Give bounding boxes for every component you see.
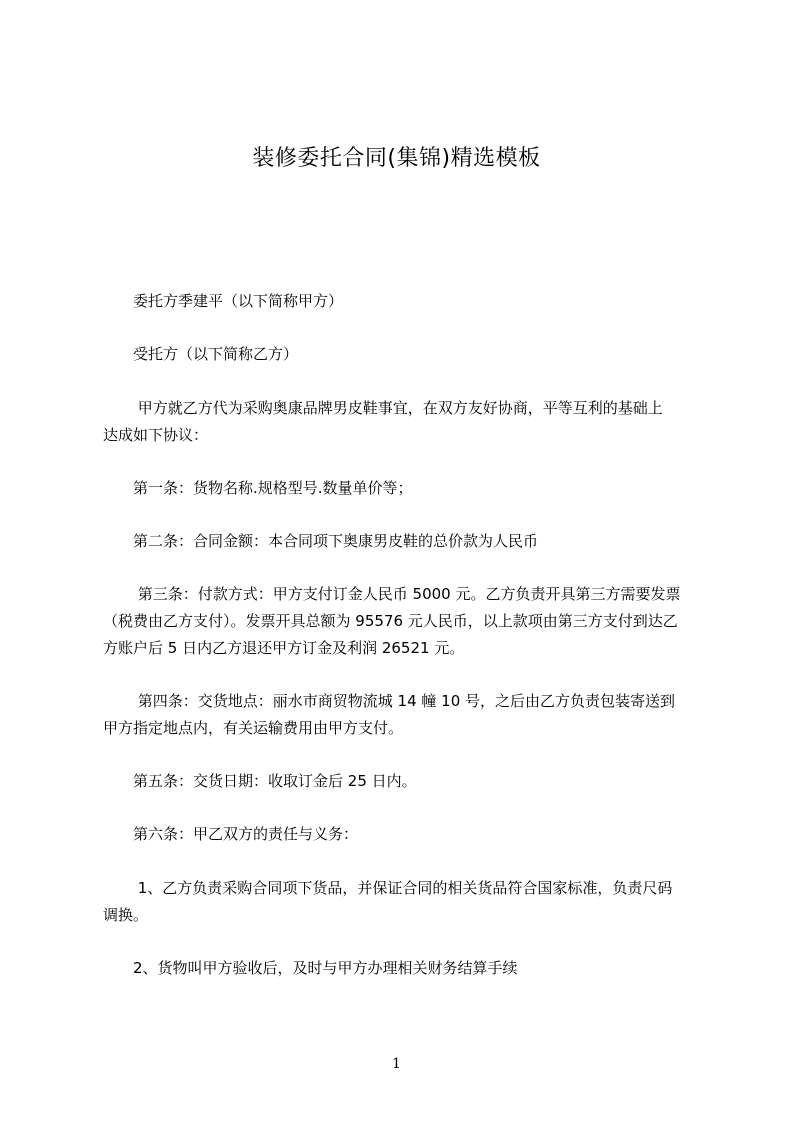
paragraph-line: 第三条：付款方式：甲方支付订金人民币 5000 元。乙方负责开具第三方需要发票: [103, 585, 681, 603]
paragraph-principal: [103, 288, 703, 315]
paragraph-article-4: [103, 688, 703, 742]
paragraph-line: 第四条：交货地点：丽水市商贸物流城 14 幢 10 号，之后由乙方负责包装寄送到: [103, 692, 676, 710]
paragraph-clause-1: [103, 875, 703, 929]
document-title: 装修委托合同(集锦)精选模板: [252, 146, 541, 171]
paragraph-agreement-intro: [103, 395, 703, 449]
paragraph-agent: [103, 341, 703, 368]
paragraph-article-6: [103, 821, 703, 848]
paragraph-line: 1、乙方负责采购合同项下货品，并保证合同的相关货品符合国家标准，负责尺码: [103, 879, 673, 897]
paragraph-line: 第一条：货物名称.规格型号.数量单价等；: [103, 479, 413, 497]
paragraph-line: 第五条：交货日期：收取订金后 25 日内。: [103, 772, 417, 790]
paragraph-line: 调换。: [103, 906, 149, 924]
paragraph-article-2: [103, 528, 703, 555]
paragraph-line: 甲方就乙方代为采购奥康品牌男皮鞋事宜，在双方友好协商，平等互利的基础上: [103, 399, 663, 417]
page-number: 1: [392, 1056, 401, 1072]
paragraph-line: 达成如下协议：: [103, 426, 209, 444]
paragraph-article-5: [103, 768, 703, 795]
paragraph-line: 甲方指定地点内，有关运输费用由甲方支付。: [103, 719, 404, 737]
paragraph-line: （税费由乙方支付）。发票开具总额为 95576 元人民币，以上款项由第三方支付到达乙: [103, 612, 678, 630]
paragraph-article-3: [103, 581, 703, 662]
paragraph-article-1: [103, 475, 703, 502]
paragraph-line: 第二条：合同金额：本合同项下奥康男皮鞋的总价款为人民币: [103, 532, 539, 550]
paragraph-clause-2: [103, 955, 703, 982]
paragraph-line: 方账户后 5 日内乙方退还甲方订金及利润 26521 元。: [103, 639, 465, 657]
paragraph-line: 2、货物叫甲方验收后，及时与甲方办理相关财务结算手续: [103, 959, 518, 977]
paragraph-line: 受托方（以下简称乙方）: [103, 345, 299, 363]
paragraph-line: 委托方季建平（以下简称甲方）: [103, 292, 344, 310]
paragraph-line: 第六条：甲乙双方的责任与义务：: [103, 825, 359, 843]
